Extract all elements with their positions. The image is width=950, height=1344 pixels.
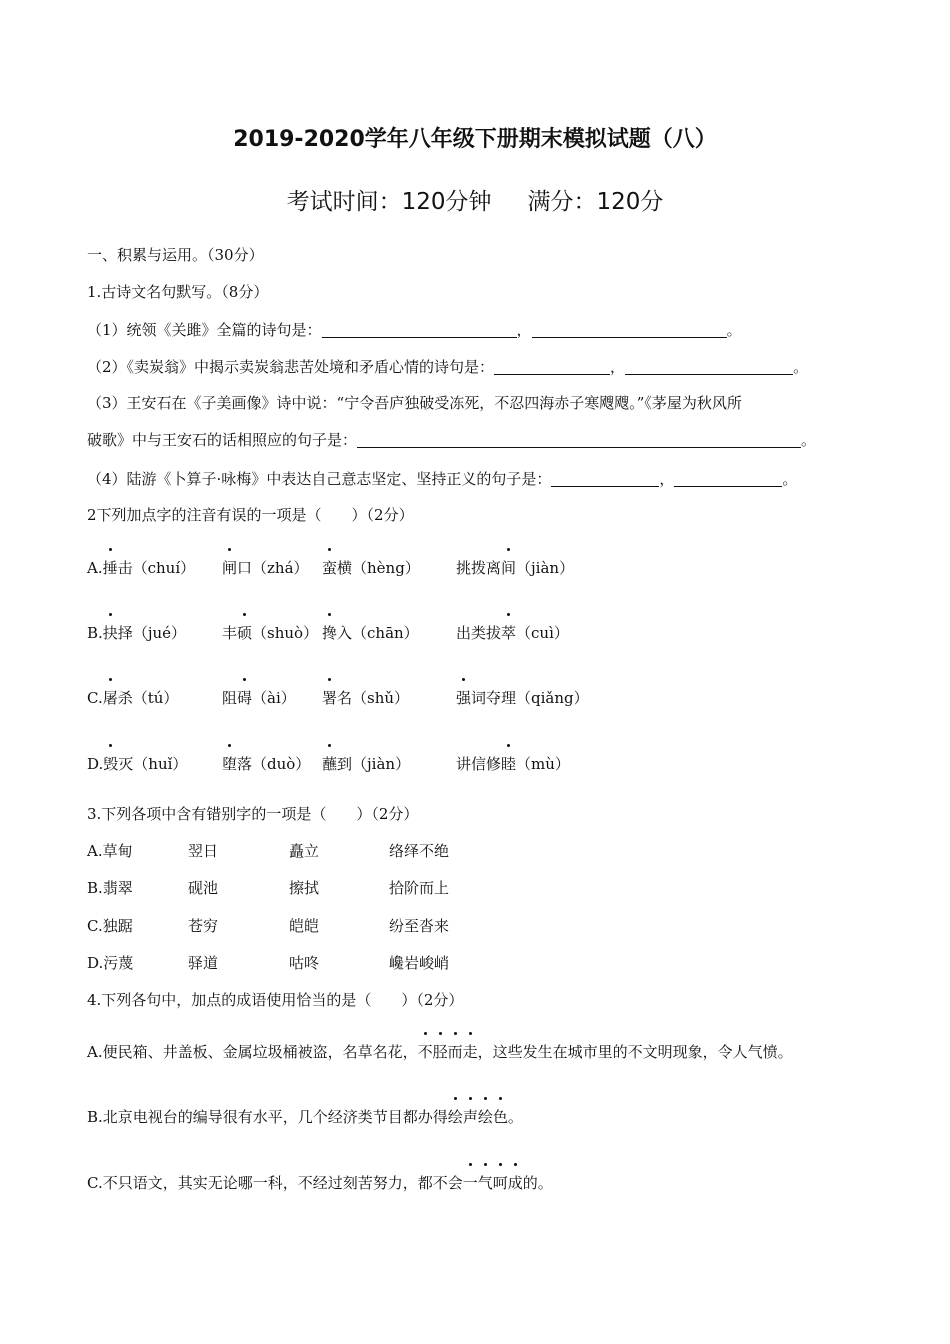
question-3-stem: 3.下列各项中含有错别字的一项是（ ）（2分） [87, 805, 419, 823]
q4-option-c[interactable]: C.不只语文，其实无论哪一科，不经过刻苦努力，都不会一气呵成的。 [87, 1174, 553, 1192]
exam-title: 2019-2020学年八年级下册期末模拟试题（八） [233, 127, 717, 152]
dotted-idiom: 不胫而走 [417, 1043, 478, 1061]
section-heading: 一、积累与运用。（30分） [87, 246, 264, 264]
q3-option-d[interactable]: D.污蔑 [87, 954, 134, 972]
dotted-idiom: 一气呵成 [462, 1174, 523, 1192]
answer-blank[interactable] [551, 471, 659, 487]
question-4-stem: 4.下列各句中，加点的成语使用恰当的是（ ）（2分） [87, 991, 464, 1009]
answer-blank[interactable] [674, 471, 782, 487]
exam-time: 考试时间：120分钟 [286, 189, 492, 215]
question-1-part-3-line-1: （3）王安石在《子美画像》诗中说：“宁令吾庐独破受冻死，不忍四海赤子寒飕飕。”《茅屋为秋风所 [87, 394, 742, 412]
exam-subtitle [0, 183, 950, 216]
answer-blank[interactable] [494, 359, 610, 375]
question-1-part-2: （2）《卖炭翁》中揭示卖炭翁悲苦处境和矛盾心情的诗句是： ， 。 [87, 358, 809, 376]
question-1-part-4: （4）陆游《卜算子·咏梅》中表达自己意志坚定、坚持正义的句子是： ， 。 [87, 470, 798, 488]
exam-page: 2019-2020学年八年级下册期末模拟试题（八） 考试时间：120分钟 满分：120分 一、积累与运用。（30分） 1.古诗文名句默写。（8分） （1）统领《关雎》全篇的诗句是： ， 。 （2）《卖炭翁》中揭示卖炭翁悲苦处境和矛盾心情的诗句是： ， 。 （3）王安石在《子美画像》诗中说：“宁令吾庐独破受冻死，不忍四海赤子寒飕飕。”《茅屋为秋风所 破歌》中与王安石的话相照应的句子是： 。 （4）陆游《卜算子·咏梅》中表达自己意志坚定、坚持正义的句子是： ， 。 2下列加点字的注音有误的一项是（ ）（2分） A.捶击（chuí） 闸口（zhá） 蛮横（hèng） 挑拨离间（jiàn） B.抉择（jué） 丰硕（shuò） 搀入（chān） 出类拔萃（cuì） C.屠杀（tú） 阻碍（ài） 署名（shǔ） 强词夺理（qiǎng） D.毁灭（huǐ） 堕落（duò） 蘸到（jiàn） 讲信修睦（mù） 3.下列各项中含有错别字的一项是（ ）（2分） A.草甸 翌日 矗立 络绎不绝 B.翡翠 砚池 擦拭 拾阶而上 C.独踞 苍穷 皑皑 纷至沓来 D.污蔑 驿道 咕咚 巉岩峻峭 4.下列各句中，加点的成语使用恰当的是（ ）（2分） A.便民箱、井盖板、金属垃圾桶被盗，名草名花，不胫而走，这些发生在城市里的不文明现象，令人气愤。 B.北京电视台的编导很有水平，几个经济类节目都办得绘声绘色。 C.不只语文，其实无论哪一科，不经过刻苦努力，都不会一气呵成的。 [0, 0, 950, 1344]
question-1-part-3-line-2: 破歌》中与王安石的话相照应的句子是： 。 [87, 431, 817, 449]
question-1-stem: 1.古诗文名句默写。（8分） [87, 283, 269, 301]
question-1-part-1: （1）统领《关雎》全篇的诗句是： ， 。 [87, 321, 742, 339]
q2-option-d[interactable]: D.毁灭（huǐ） [87, 755, 188, 773]
q2-option-c[interactable]: C.屠杀（tú） [87, 689, 179, 707]
q2-option-b[interactable]: B.抉择（jué） [87, 624, 187, 642]
q2-option-a[interactable]: A.捶击（chuí） [87, 559, 196, 577]
answer-blank[interactable] [322, 322, 517, 338]
answer-blank[interactable] [532, 322, 727, 338]
answer-blank[interactable] [357, 432, 801, 448]
q3-option-c[interactable]: C.独踞 [87, 917, 133, 935]
q4-option-a[interactable]: A.便民箱、井盖板、金属垃圾桶被盗，名草名花，不胫而走，这些发生在城市里的不文明现象，令人气愤。 [87, 1043, 793, 1061]
q3-option-b[interactable]: B.翡翠 [87, 879, 133, 897]
q3-option-a[interactable]: A.草甸 [87, 842, 133, 860]
answer-blank[interactable] [625, 359, 793, 375]
q4-option-b[interactable]: B.北京电视台的编导很有水平，几个经济类节目都办得绘声绘色。 [87, 1108, 523, 1126]
question-2-stem: 2下列加点字的注音有误的一项是（ ）（2分） [87, 506, 414, 524]
dotted-idiom: 绘声绘色 [447, 1108, 508, 1126]
exam-score: 满分：120分 [527, 189, 664, 215]
